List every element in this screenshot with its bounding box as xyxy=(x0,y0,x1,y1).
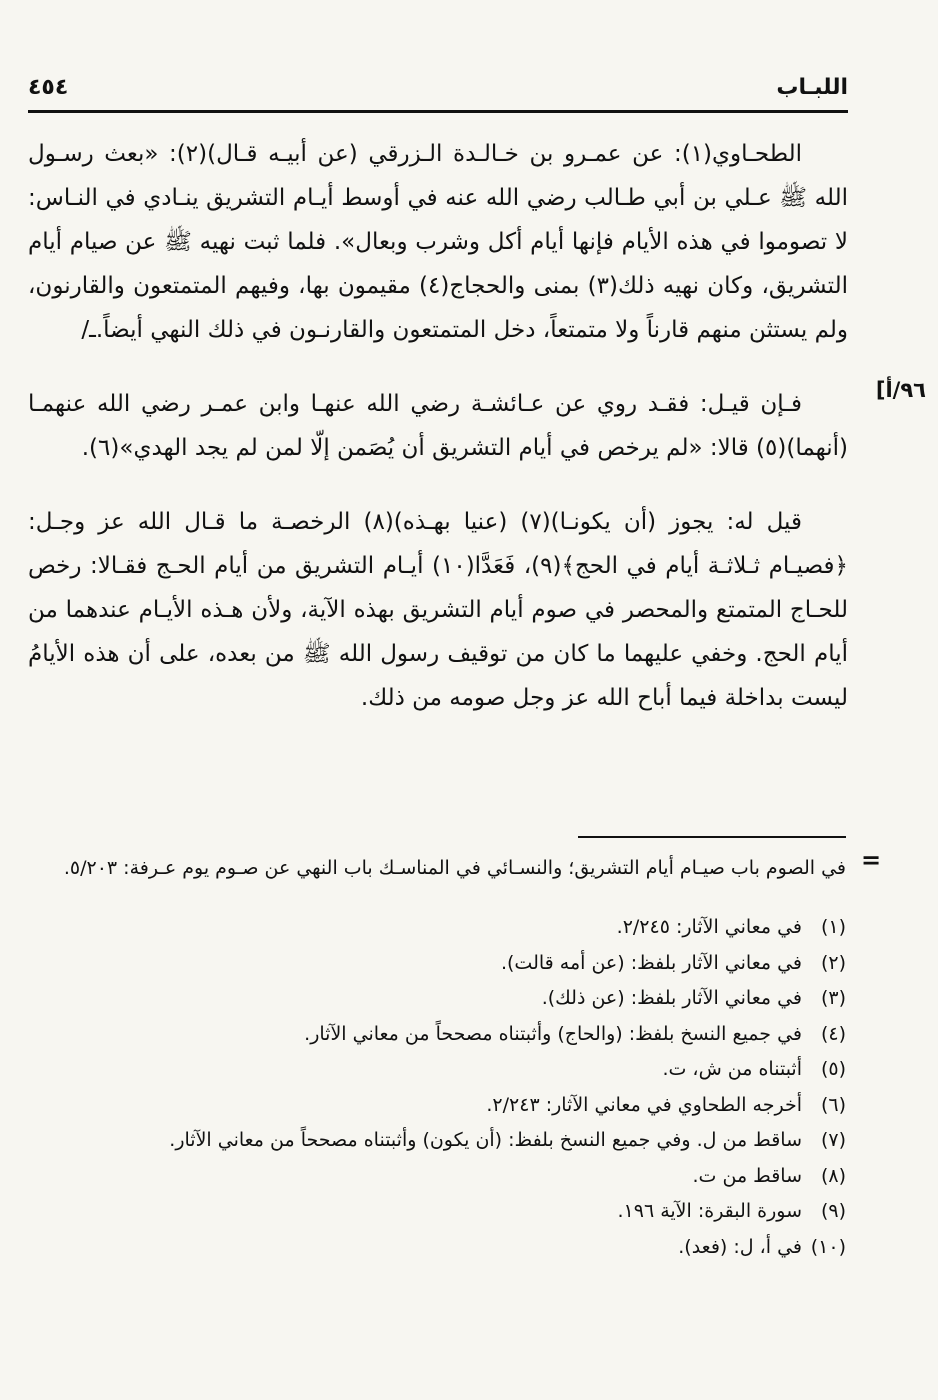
footnote-text: في معاني الآثار بلفظ: (عن ذلك). xyxy=(541,987,802,1009)
footnote-text: في معاني الآثار: ٢/٢٤٥. xyxy=(616,916,802,938)
footnote-number: (٦) xyxy=(820,1093,846,1116)
footnote-number: (٣) xyxy=(820,987,846,1009)
footnote-number: (١) xyxy=(820,916,846,938)
footnote-item xyxy=(40,1088,846,1124)
footnote-item xyxy=(40,1194,846,1230)
footnote-text: في معاني الآثار بلفظ: (عن أمه قالت). xyxy=(500,951,802,974)
page-number: ٤٥٤ xyxy=(28,74,69,100)
footnote-number: (٧) xyxy=(820,1129,846,1151)
footnote-continuation-mark: = xyxy=(860,846,882,874)
page-header xyxy=(28,72,848,102)
footnote-item xyxy=(40,946,846,982)
footnote-continuation: في الصوم باب صيـام أيام التشريق؛ والنسـائي في المناسـك باب النهي عن صـوم يوم عـرفة: ٥/٢٠٣. xyxy=(63,857,846,879)
paragraph-3: قيل له: يجوز (أن يكونـا)(٧) (عنيا بهـذه)(٨) الرخصـة ما قـال الله عز وجـل: ﴿فصيـام ثـلاثـة أيام في الحج﴾(٩)، فَعَدَّا(١٠) أيـام التشريق من أيام الحـج فقـالا: رخص للحـاج المتمتع والمحصر في صوم أيام التشريق بهذه الآية، ولأن هـذه الأيـام عندهما من أيام الحج. وخفي عليهما ما كان من توقيف رسول الله ﷺ من بعده، على أن هذه الأيامُ ليست بداخلة فيما أباح الله عز وجل صومه من ذلك. xyxy=(28,509,849,711)
footnote-item xyxy=(40,910,846,946)
footnotes xyxy=(40,852,846,1265)
footnote-item xyxy=(40,981,846,1017)
footnote-number: (٢) xyxy=(820,951,846,974)
footnote-text: سورة البقرة: الآية ١٩٦. xyxy=(617,1200,802,1222)
paragraph-2: فـإن قيـل: فقـد روي عن عـائشـة رضي الله عنهـا وابن عمـر رضي الله عنهمـا (أنهما)(٥) قالا: «لم يرخص في أيام التشريق أن يُصَمن إلّا لمن لم يجد الهدي»(٦). xyxy=(28,391,848,461)
footnote-separator xyxy=(578,836,846,838)
book-title: اللبـاب xyxy=(776,74,848,100)
footnote-text: ساقط من ل. وفي جميع النسخ بلفظ: (أن يكون) وأثبتناه مصححاً من معاني الآثار. xyxy=(169,1129,802,1151)
footnote-item xyxy=(40,1017,846,1053)
footnote-item xyxy=(40,1230,846,1266)
main-text xyxy=(28,132,848,720)
footnote-item xyxy=(40,1159,846,1195)
footnote-text: أثبتناه من ش، ت. xyxy=(662,1058,802,1080)
footnote-item xyxy=(40,1052,846,1088)
footnote-text: ساقط من ت. xyxy=(692,1164,802,1187)
manuscript-folio-note: ٩٦/أ] xyxy=(875,378,926,402)
footnote-number: (١٠) xyxy=(810,1235,846,1258)
footnote-item xyxy=(40,1123,846,1159)
footnote-number: (٩) xyxy=(820,1200,846,1222)
footnote-text: في أ، ل: (فعد). xyxy=(678,1235,802,1258)
footnote-text: أخرجه الطحاوي في معاني الآثار: ٢/٢٤٣. xyxy=(486,1093,802,1116)
footnote-number: (٨) xyxy=(820,1164,846,1187)
footnote-text: في جميع النسخ بلفظ: (والحاج) وأثبتناه مصححاً من معاني الآثار. xyxy=(304,1022,802,1045)
footnote-number: (٤) xyxy=(820,1022,846,1045)
footnote-list xyxy=(40,910,846,1265)
footnote-number: (٥) xyxy=(820,1058,846,1080)
header-rule xyxy=(28,110,848,113)
paragraph-1: الطحـاوي(١): عن عمـرو بن خـالـدة الـزرقي (عن أبيـه قـال)(٢): «بعث رسـول الله ﷺ عـلي بن أبي طـالب رضي الله عنه في أوسط أيـام التشريق ينـادي في النـاس: لا تصوموا في هذه الأيام فإنها أيام أكل وشرب وبعال». فلما ثبت نهيه ﷺ عن صيام أيام التشريق، وكان نهيه ذلك(٣) بمنى والحجاج(٤) مقيمون بها، وفيهم المتمتعون والقارنون، ولم يستثن منهم قارناً ولا متمتعاً، دخل المتمتعون والقارنـون في ذلك النهي أيضاً.ـ/ xyxy=(28,141,849,343)
